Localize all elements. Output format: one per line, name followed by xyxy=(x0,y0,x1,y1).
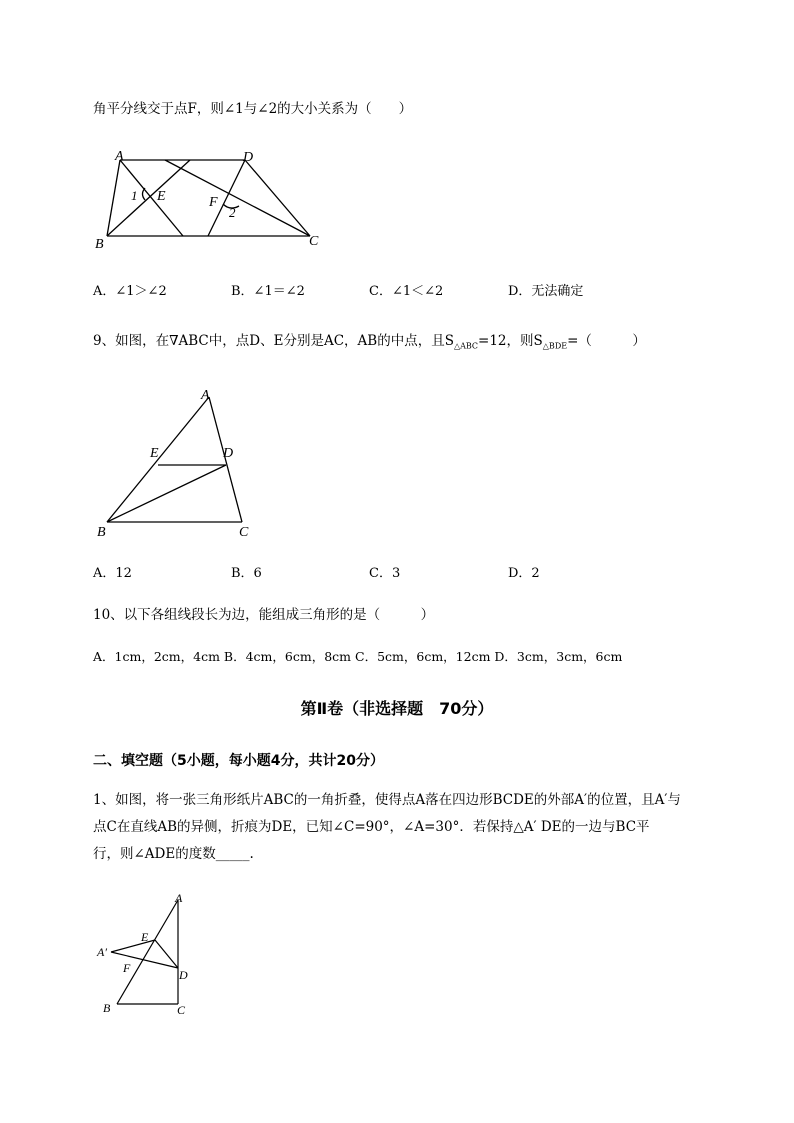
fill1-line2: 点C在直线AB的异侧，折痕为DE，已知∠C=90°，∠A=30°．若保持△A′ DE的一边与BC平 xyxy=(93,819,650,835)
q9-stem-mid: =12，则S xyxy=(478,333,543,349)
q9-stem xyxy=(93,331,646,357)
fill1-line1: 1、如图，将一张三角形纸片ABC的一角折叠，使得点A落在四边形BCDE的外部A′的位置，且A′与 xyxy=(93,792,681,808)
q8-label-B: B xyxy=(95,237,104,252)
q9-option-b[interactable]: B．6 xyxy=(231,566,262,581)
fill1-figure xyxy=(95,890,225,1020)
q8-label-1: 1 xyxy=(131,188,138,203)
q9-label-A: A xyxy=(201,388,210,403)
q9-option-d[interactable]: D．2 xyxy=(508,566,540,581)
section2-title: 第Ⅱ卷（非选择题 70分） xyxy=(300,699,494,718)
q8-label-F: F xyxy=(209,195,218,210)
q8-figure xyxy=(95,148,335,252)
q9-label-B: B xyxy=(97,525,106,540)
fill1-label-E: E xyxy=(141,930,149,944)
q9-label-C: C xyxy=(239,525,249,540)
q8-option-b[interactable]: B．∠1＝∠2 xyxy=(231,284,305,299)
fill1-label-Aprime: A′ xyxy=(97,945,107,959)
fill1-label-D: D xyxy=(179,968,188,982)
q9-sub-abc: △ABC xyxy=(453,341,479,351)
q8-option-d[interactable]: D．无法确定 xyxy=(508,284,584,299)
fill1-label-F: F xyxy=(123,961,131,975)
q9-figure xyxy=(95,385,275,545)
q8-option-c[interactable]: C．∠1＜∠2 xyxy=(369,284,444,299)
fill1-label-C: C xyxy=(177,1003,186,1017)
fill1-label-B: B xyxy=(103,1001,111,1015)
q9-option-a[interactable]: A．12 xyxy=(93,566,132,581)
q8-label-D: D xyxy=(243,150,254,165)
q8-label-A: A xyxy=(115,149,124,164)
q9-label-D: D xyxy=(223,446,234,461)
q9-stem-prefix: 9、如图，在∇ABC中，点D、E分别是AC，AB的中点，且S xyxy=(93,333,454,349)
q8-label-E: E xyxy=(157,189,166,204)
q8-stem: 角平分线交于点F，则∠1与∠2的大小关系为（ ） xyxy=(93,101,413,117)
q8-label-2: 2 xyxy=(229,205,236,220)
q8-label-C: C xyxy=(309,234,319,249)
q10-options[interactable]: A．1cm，2cm，4cm B．4cm，6cm，8cm C．5cm，6cm，12cm D．3cm，3cm，6cm xyxy=(93,649,623,664)
fill1-line3: 行，则∠ADE的度数_____. xyxy=(93,846,254,862)
q10-stem: 10、以下各组线段长为边，能组成三角形的是（ ） xyxy=(93,607,435,623)
q9-label-E: E xyxy=(150,446,159,461)
q9-stem-suffix: =（ ） xyxy=(567,333,646,349)
q9-option-c[interactable]: C．3 xyxy=(369,566,401,581)
fill1-label-A: A xyxy=(175,891,183,905)
q8-option-a[interactable]: A．∠1＞∠2 xyxy=(93,284,167,299)
section2-heading: 二、填空题（5小题，每小题4分，共计20分） xyxy=(93,753,384,769)
q9-sub-bde: △BDE xyxy=(542,341,568,351)
